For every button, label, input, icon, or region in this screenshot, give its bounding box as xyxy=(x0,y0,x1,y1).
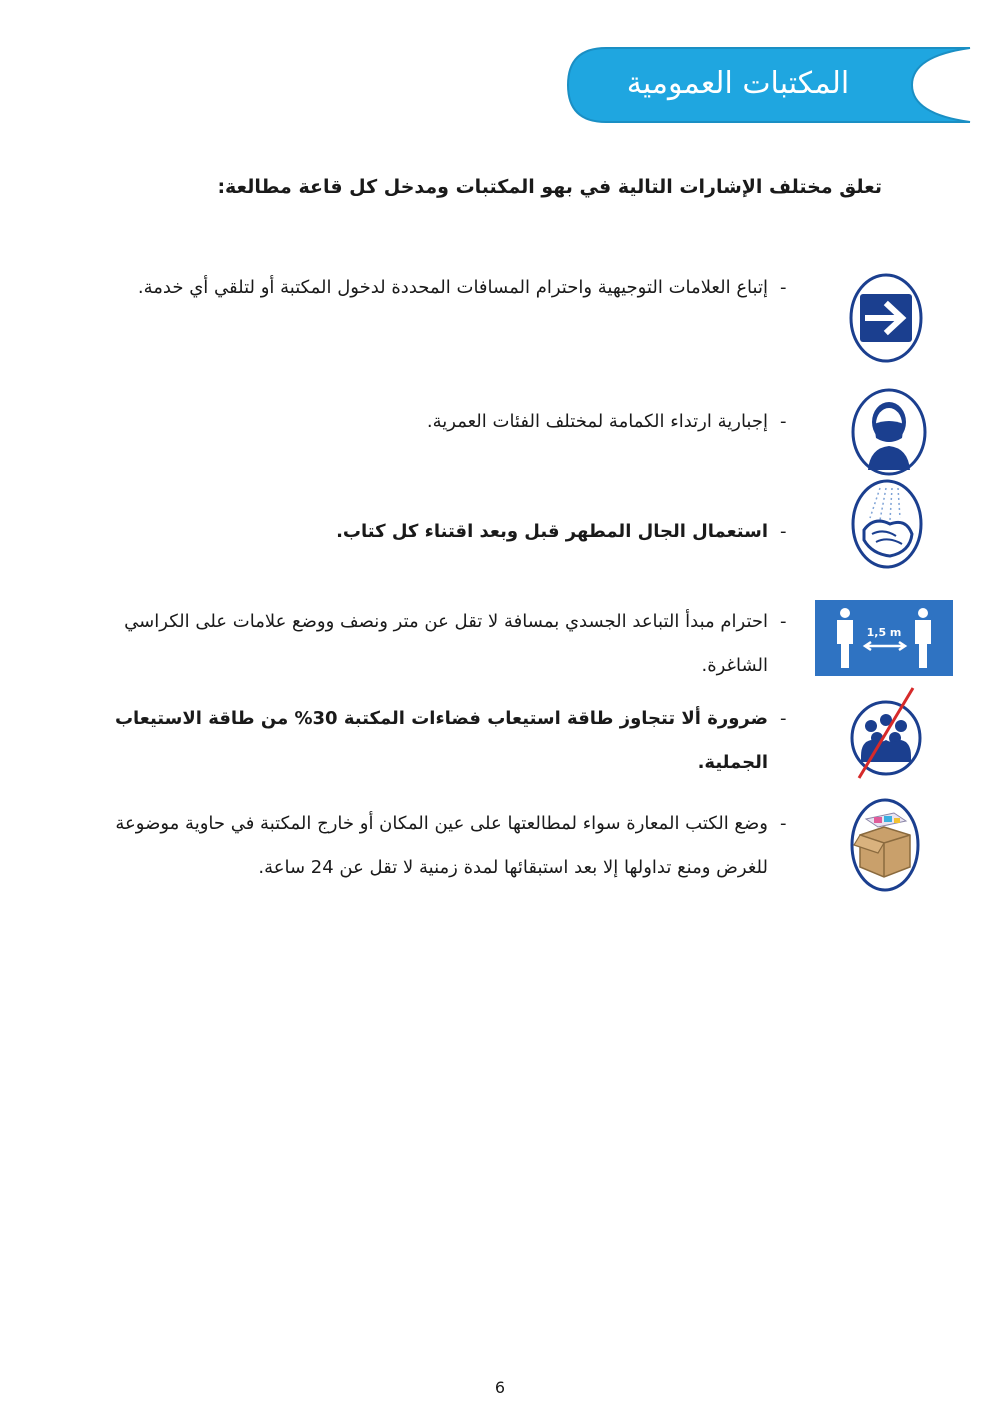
list-item-text: احترام مبدأ التباعد الجسدي بمسافة لا تقل عن متر ونصف ووضع علامات على الكراسي الشاغرة. xyxy=(124,611,768,676)
book-box-icon xyxy=(850,797,920,897)
list-item-text: إتباع العلامات التوجيهية واحترام المسافات المحددة لدخول المكتبة أو لتلقي أي خدمة. xyxy=(137,277,768,298)
face-mask-icon xyxy=(850,388,928,480)
list-item-text: وضع الكتب المعارة سواء لمطالعتها على عين المكان أو خارج المكتبة في حاوية موضوعة للغرض ومنع تداولها إلا بعد استبقائها لمدة زمنية لا تقل عن 24 ساعة. xyxy=(115,813,768,878)
distance-label: 1,5 m xyxy=(866,626,902,639)
list-bullet: - xyxy=(780,708,787,729)
list-bullet: - xyxy=(780,813,787,834)
list-bullet: - xyxy=(780,411,787,432)
list-bullet: - xyxy=(780,277,787,298)
direction-arrow-icon xyxy=(848,273,924,367)
list-item-text: استعمال الجال المطهر قبل وبعد اقتناء كل كتاب. xyxy=(336,521,768,542)
list-bullet: - xyxy=(780,521,787,542)
page-number: 6 xyxy=(494,1378,506,1397)
list-item-text: ضرورة ألا تتجاوز طاقة استيعاب فضاءات المكتبة 30% من طاقة الاستيعاب الجملية. xyxy=(114,708,768,773)
page-title: المكتبات العمومية xyxy=(626,66,850,101)
hand-sanitizer-icon xyxy=(850,478,924,574)
social-distance-icon xyxy=(815,600,953,680)
list-item-text: إجبارية ارتداء الكمامة لمختلف الفئات العمرية. xyxy=(426,411,768,432)
intro-text: تعلق مختلف الإشارات التالية في بهو المكتبات ومدخل كل قاعة مطالعة: xyxy=(217,176,882,198)
list-bullet: - xyxy=(780,611,787,632)
title-banner xyxy=(566,46,972,124)
no-crowd-icon xyxy=(849,686,923,794)
